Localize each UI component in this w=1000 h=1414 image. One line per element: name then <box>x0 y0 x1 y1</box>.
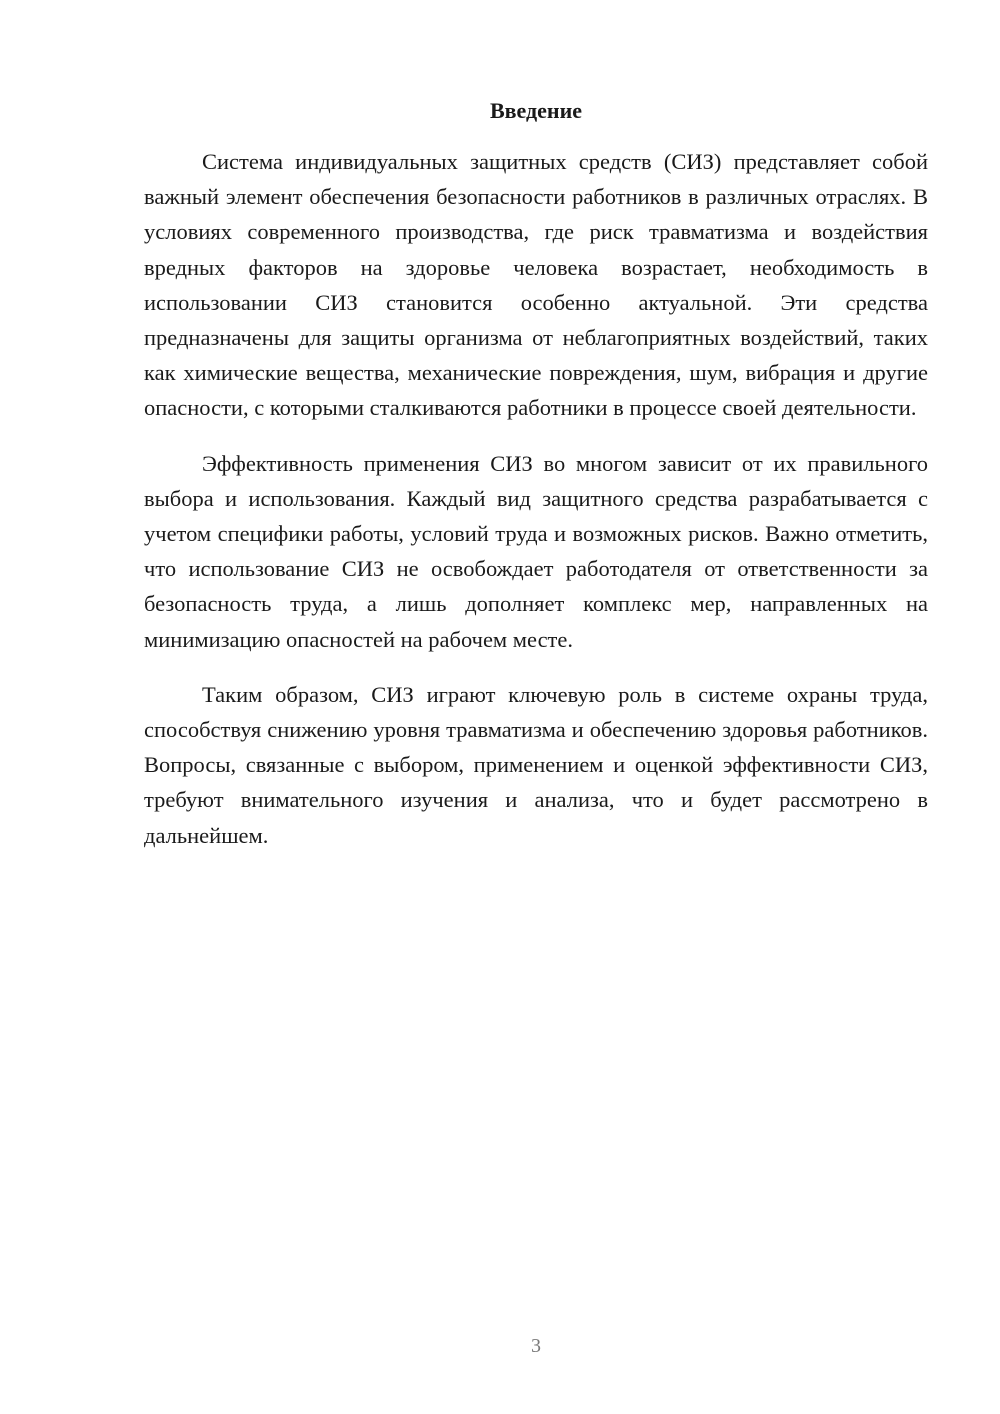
paragraph-2: Эффективность применения СИЗ во многом зависит от их правильного выбора и использования. Каждый вид защитного средства разрабатывается с учетом специфики работы, условий труда и возможных рисков. Важно отметить, что использование СИЗ не освобождает работодателя от ответственности за безопасность труда, а лишь дополняет комплекс мер, направленных на минимизацию опасностей на рабочем месте. <box>144 450 928 652</box>
body-text <box>144 144 928 873</box>
paragraph-3: Таким образом, СИЗ играют ключевую роль в системе охраны труда, способствуя снижению уровня травматизма и обеспечению здоровья работников. Вопросы, связанные с выбором, применением и оценкой эффективности СИЗ, требуют внимательного изучения и анализа, что и будет рассмотрено в дальнейшем. <box>144 681 928 848</box>
page-number: 3 <box>531 1335 541 1357</box>
section-title: Введение <box>489 98 583 123</box>
paragraph-1: Система индивидуальных защитных средств (СИЗ) представляет собой важный элемент обеспечения безопасности работников в различных отраслях. В условиях современного производства, где риск травматизма и воздействия вредных факторов на здоровье человека возрастает, необходимость в использовании СИЗ становится особенно актуальной. Эти средства предназначены для защиты организма от неблагоприятных воздействий, таких как химические вещества, механические повреждения, шум, вибрация и другие опасности, с которыми сталкиваются работники в процессе своей деятельности. <box>144 149 928 421</box>
